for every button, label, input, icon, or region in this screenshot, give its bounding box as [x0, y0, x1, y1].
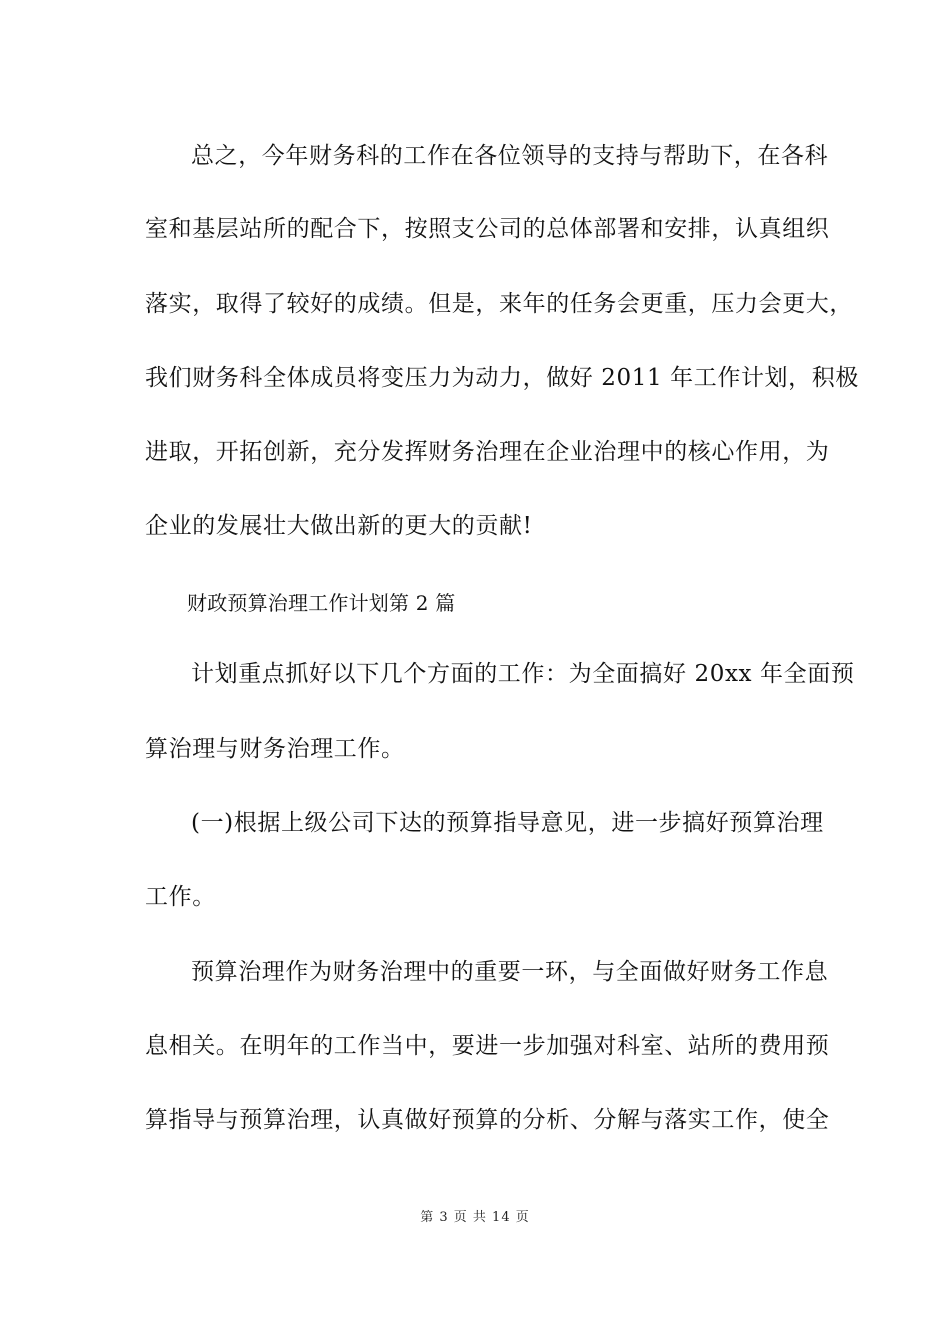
paragraph-line: (一)根据上级公司下达的预算指导意见，进一步搞好预算治理 — [191, 810, 824, 836]
paragraph-line: 息相关。在明年的工作当中，要进一步加强对科室、站所的费用预 — [145, 1033, 830, 1059]
paragraph-line: 总之，今年财务科的工作在各位领导的支持与帮助下，在各科 — [191, 143, 829, 169]
section-title: 财政预算治理工作计划第 2 篇 — [187, 591, 456, 615]
page-number: 第 3 页 共 14 页 — [420, 1210, 530, 1225]
paragraph-line: 工作。 — [145, 884, 216, 910]
paragraph-line: 算指导与预算治理，认真做好预算的分析、分解与落实工作，使全 — [145, 1107, 830, 1133]
paragraph-line: 企业的发展壮大做出新的更大的贡献! — [145, 513, 533, 539]
paragraph-line: 计划重点抓好以下几个方面的工作：为全面搞好 20xx 年全面预 — [191, 661, 855, 687]
paragraph-line: 进取，开拓创新，充分发挥财务治理在企业治理中的核心作用，为 — [145, 439, 830, 465]
paragraph-line: 落实，取得了较好的成绩。但是，来年的任务会更重，压力会更大， — [145, 291, 853, 317]
paragraph-line: 我们财务科全体成员将变压力为动力，做好 2011 年工作计划，积极 — [145, 365, 859, 391]
paragraph-line: 室和基层站所的配合下，按照支公司的总体部署和安排，认真组织 — [145, 216, 830, 242]
paragraph-line: 预算治理作为财务治理中的重要一环，与全面做好财务工作息 — [191, 959, 829, 985]
paragraph-line: 算治理与财务治理工作。 — [145, 736, 405, 762]
